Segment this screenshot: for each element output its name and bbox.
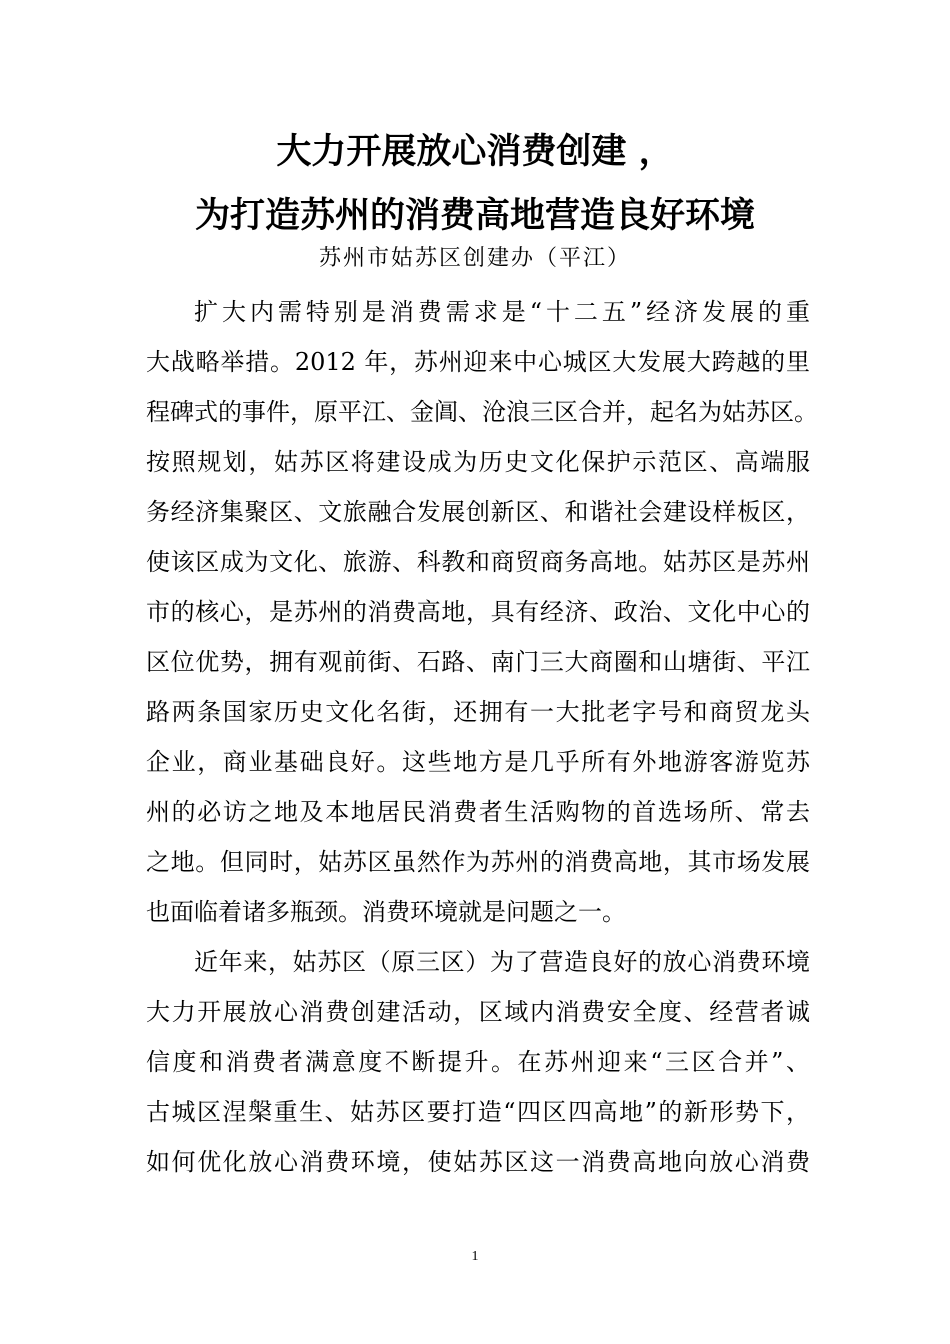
paragraph-line: 信度和消费者满意度不断提升。在苏州迎来“三区合并”、 bbox=[146, 1048, 810, 1076]
paragraph-line: 古城区涅槃重生、姑苏区要打造“四区四高地”的新形势下， bbox=[146, 1098, 810, 1126]
paragraph-line: 企业，商业基础良好。这些地方是几乎所有外地游客游览苏 bbox=[146, 748, 810, 776]
paragraph-line: 大战略举措。2012 年，苏州迎来中心城区大发展大跨越的里 bbox=[146, 348, 810, 376]
paragraph-line: 州的必访之地及本地居民消费者生活购物的首选场所、常去 bbox=[146, 798, 810, 826]
paragraph-line: 扩大内需特别是消费需求是“十二五”经济发展的重 bbox=[194, 298, 810, 326]
paragraph-line: 路两条国家历史文化名街，还拥有一大批老字号和商贸龙头 bbox=[146, 698, 810, 726]
paragraph-line: 也面临着诸多瓶颈。消费环境就是问题之一。 bbox=[146, 898, 626, 926]
paragraph-line: 程碑式的事件，原平江、金阊、沧浪三区合并，起名为姑苏区。 bbox=[146, 398, 818, 426]
paragraph-line: 近年来，姑苏区（原三区）为了营造良好的放心消费环境 bbox=[194, 948, 810, 976]
paragraph-line: 市的核心，是苏州的消费高地，具有经济、政治、文化中心的 bbox=[146, 598, 810, 626]
page-number: 1 bbox=[471, 1249, 479, 1264]
paragraph-line: 如何优化放心消费环境，使姑苏区这一消费高地向放心消费 bbox=[146, 1148, 810, 1176]
paragraph-line: 务经济集聚区、文旅融合发展创新区、和谐社会建设样板区， bbox=[146, 498, 810, 526]
paragraph-line: 按照规划，姑苏区将建设成为历史文化保护示范区、高端服 bbox=[146, 448, 810, 476]
document-title-line-1: 大力开展放心消费创建 ， bbox=[276, 132, 674, 172]
paragraph-line: 使该区成为文化、旅游、科教和商贸商务高地。姑苏区是苏州 bbox=[146, 548, 810, 576]
document-title-line-2: 为打造苏州的消费高地营造良好环境 bbox=[194, 196, 755, 236]
paragraph-line: 区位优势，拥有观前街、石路、南门三大商圈和山塘街、平江 bbox=[146, 648, 810, 676]
paragraph-line: 大力开展放心消费创建活动，区域内消费安全度、经营者诚 bbox=[146, 998, 810, 1026]
document-author: 苏州市姑苏区创建办（平江） bbox=[318, 246, 631, 271]
paragraph-line: 之地。但同时，姑苏区虽然作为苏州的消费高地，其市场发展 bbox=[146, 848, 810, 876]
